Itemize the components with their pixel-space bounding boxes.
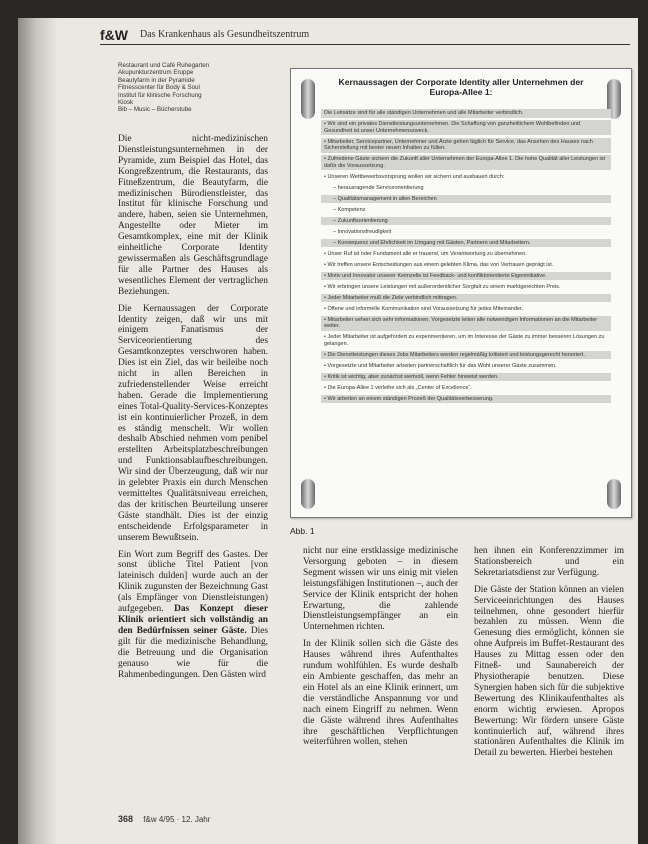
figure-item: • Zufriedene Gäste sichern die Zukunft aller Unternehmen der Europa-Allee 1. Die hohe Qualität aller Leistungen ist dafür die Voraussetzung.	[321, 155, 611, 170]
figure-item: • Wir erbringen unsere Leistungen mit außerordentlicher Sorgfalt zu einem marktgerechten Preis.	[324, 283, 561, 290]
paragraph: hen ihnen ein Konferenzzimmer im Stationsbereich und ein Sekretariatsdienst zur Verfügung.	[474, 546, 624, 578]
figure-item: • Wir sind ein privates Dienstleistungsunternehmen. Die Schaffung von ganzheitlichem Wohlbefinden und Gesundheit ist unser Unternehmenszweck.	[321, 120, 611, 135]
figure-item: • Wir treffen unsere Entscheidungen aus einem gelebten Klima, das von Vertrauen geprägt ist.	[324, 261, 554, 268]
figure-item: • Offene und informelle Kommunikation sind Voraussetzung für jedes Miteinander.	[324, 305, 524, 312]
bold-statement: Das Konzept dieser Klinik orientiert sich vollständig an den Bedürfnissen seiner Gäste.	[118, 604, 268, 636]
document-page	[18, 18, 638, 844]
paragraph: Die nicht-medizinischen Dienstleistungsunternehmen in der Pyramide, zum Beispiel das Hotel, das Kongreßzentrum, die Restaurants, das Fitneßzentrum, die Beautyfarm, die medizinischen Bürodienstleister, das Institut für klinische Forschung und andere, haben, seien sie Unternehmen, Angestellte oder Mieter im Gesamtkomplex, eine mit der Klinik einheitliche Corporate Identity gewissermaßen als Geschäftsgrundlage für alle Partner des Hauses als wesentliches Element der vertraglichen Beziehungen.	[118, 134, 268, 297]
paragraph: Die Kernaussagen der Corporate Identity zeigen, daß wir uns mit einigem Fanatismus der Serviceorientierung des Gesamtkonzeptes verschworen haben. Dies ist ein Ziel, das wir beileibe noch nicht in allen Bereichen in zufriedenstellender Weise erreicht haben. Gerade die Implementierung eines Total-Quality-Services-Konzeptes ist ein kontinuierlicher Prozeß, in dem es ständig menschelt. Wir wollen deshalb Abschied nehmen vom penibel erstellten Arbeitsplatzbeschreibungen und Funktionsablaufbeschreibungen. Wir sind der Überzeugung, daß wir nur in gelebter Praxis ein durch Menschen vermitteltes Qualitätsniveau erreichen, das der kritischen Beurteilung unserer Gäste standhält. Dies ist der einzig entscheidende Erfolgsparameter in unserem Bewußtsein.	[118, 303, 268, 543]
list-item: Restaurant und Café Ruhegarten	[118, 62, 210, 69]
list-item: Fitnesscenter für Body & Soul	[118, 84, 200, 92]
figure-item: • Mitarbeiter, Servicepartner, Unternehmer und Ärzte gehen täglich für Service, das Ansehen des Hauses nach Sicherstellung mit bester neuen Inhalten zu füllen.	[321, 138, 611, 153]
text-column-2	[303, 546, 458, 754]
facility-list	[118, 62, 268, 114]
pin-icon	[301, 79, 315, 119]
figure-item: – Konsequenz und Ehrlichkeit im Umgang mit Gästen, Partnern und Mitarbeitern.	[321, 239, 611, 248]
text-column-1	[118, 134, 268, 686]
book-gutter	[18, 18, 58, 844]
figure-item: • Jeder Mitarbeiter ist aufgefordert zu experimentieren, um im Interesse der Gäste zu immer besseren Lösungen zu gelangen.	[324, 334, 605, 347]
list-item: Bib – Music – Bücherstube	[118, 106, 192, 114]
figure-item: • Kritik ist wichtig, aber zunächst wertvoll, wenn Fehler hinweist werden.	[321, 373, 611, 382]
paragraph-text: Dies gilt für die medizinische Behandlung, die Betreuung und die Organisation genauso wie für die Rahmenbedingungen. Den Gästen wird	[118, 625, 268, 680]
figure-caption: Abb. 1	[290, 526, 315, 536]
figure-item: • Die Europa-Allee 1 verleihe sich als „Center of Excellence“.	[324, 384, 472, 391]
figure-item: • Vorgesetzte und Mitarbeiter arbeiten partnerschaftlich für das Wohl unserer Gäste zusammen.	[324, 362, 557, 369]
figure-item: • Jeder Mitarbeiter muß die Ziele verbindlich mittragen.	[321, 294, 611, 303]
figure-item: • Mitarbeiter sehen sich sehr informationen. Vorgesetzte leiten alle notwendigen Informationen an die Mitarbeiter weiter.	[321, 316, 611, 331]
paragraph: nicht nur eine erstklassige medizinische Versorgung geboten – in diesem Segment wissen wir uns einig mit vielen leistungsfähigen Institutionen –, auch der Service der Klinik entspricht der hohen Erwartung, die zahlende Dienstleistungsempfänger an ein Unternehmen richten.	[303, 546, 458, 633]
list-item: Beautyfarm in der Pyramide	[118, 76, 195, 84]
figure-item: • Motiv und Innovator unserer Keimzelle ist Feedback- und konfliktorientierte Eigeninitiative.	[321, 272, 611, 281]
journal-logo: f&W	[100, 27, 128, 43]
figure-item: Die Leitsätze sind für alle ständigen Unternehmen und alle Mitarbeiter verbindlich.	[321, 109, 611, 118]
text-column-3	[474, 546, 624, 765]
page-footer	[118, 814, 210, 824]
figure-item: • Unseren Wettbewerbsvorsprung wollen wir sichern und ausbauen durch:	[324, 173, 505, 180]
figure-item: – Zukunftsorientierung	[321, 217, 611, 226]
figure-item: • Wir arbeiten an einem ständigen Prozeß der Qualitätsverbesserung.	[321, 395, 611, 404]
running-title: Das Krankenhaus als Gesundheitszentrum	[140, 29, 310, 40]
figure-item: – Kompetenz	[333, 206, 366, 213]
figure-item: – Qualitätsmanagement in allen Bereichen	[321, 195, 611, 204]
figure-item: • Unser Ruf ist oder Fundament alle er trauend, um Verantwortung zu übernehmen.	[324, 250, 527, 257]
list-item: Kiosk	[118, 99, 134, 107]
page-header	[100, 26, 630, 45]
journal-issue: f&w 4/95 · 12. Jahr	[143, 815, 211, 824]
pin-icon	[301, 479, 315, 509]
paragraph: In der Klinik sollen sich die Gäste des Hauses während ihres Aufenthaltes rundum wohlfühlen. Es wurde deshalb ein Ambiente geschaffen, das mehr an ein Hotel als an eine Klinik erinnert, um die verständliche Anspannung vor und nach einem Eingriff zu nehmen. Wenn die Gäste während ihres Aufenthaltes ihre geschäftlichen Verpflichtungen weiterführen wollen, stehen	[303, 639, 458, 748]
paragraph-text: Ein Wort zum Begriff des Gastes. Der sonst übliche Titel Patient [von lateinisch dulden] wurde auch an der Klinik zugunsten der Bezeichnung Gast (als Empfänger von Dienstleistungen) aufgegeben.	[118, 549, 268, 615]
figure-item: – Innovationsfreudigkeit	[333, 228, 392, 235]
figure-item: – herausragende Serviceorientierung	[333, 184, 424, 191]
page-number: 368	[118, 814, 134, 824]
figure-item: • Die Dienstleistungen dieses Jobs Mitarbeiters werden regelmäßig kritisiert und leistungsgerecht honoriert.	[321, 351, 611, 360]
figure-box	[290, 68, 632, 518]
paragraph	[118, 550, 268, 681]
list-item: Akupunkturzentrum Eruppe	[118, 69, 194, 77]
paragraph: Die Gäste der Station können an vielen Serviceeinrichtungen des Hauses teilnehmen, ohne gesondert hierfür bezahlen zu müssen. Wenn die Genesung dies ermöglicht, können sie ohne Aufpreis im Buffet-Restaurant des Hauses zu Mittag essen oder den Fitneß- und Saunabereich der Physiotherapie benutzen. Diese Synergien haben sich für die subjektive Bewertung des Klinikaufenthaltes als enorm wichtig erwiesen. Apropos Bewertung: Wir fördern unsere Gäste kontinuierlich auf, während ihres stationären Aufenthaltes die Klinik im Detail zu bewerten. Hierbei bestehen	[474, 584, 624, 759]
figure-body	[321, 109, 611, 513]
figure-title: Kernaussagen der Corporate Identity aller Unternehmen der Europa-Allee 1:	[338, 77, 584, 97]
list-item: Institut für klinische Forschung	[118, 91, 202, 99]
